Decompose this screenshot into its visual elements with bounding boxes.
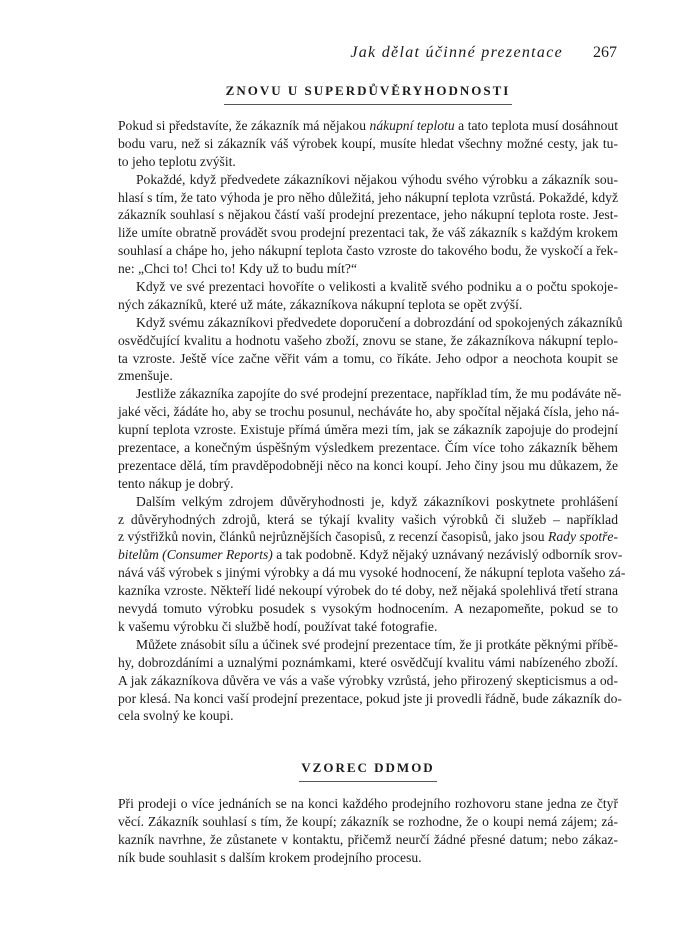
- text-segment: a tak podobně. Když nějaký uznávaný nezávislý odborník srov-: [272, 547, 623, 563]
- page-number: 267: [593, 44, 617, 61]
- text-line: Pokaždé, když předvedete zákazníkovi nějakou výhodu svého výrobku a zákazník sou-: [136, 171, 618, 187]
- text-line: hy, dobrozdáními a uznalými poznámkami, které osvědčují kvalitu vámi nabízeného zboží.: [118, 654, 618, 670]
- section-heading-text: VZOREC DDMOD: [299, 760, 436, 782]
- paragraph: [118, 385, 622, 492]
- text-line: ne: „Chci to! Chci to! Kdy už to budu mít?“: [118, 261, 357, 277]
- text-line: kazníka vzroste. Někteří lidé nekoupí výrobek do té doby, než nějaká spolehlivá třetí strana: [118, 583, 618, 599]
- italic-emphasis: nákupní teplotu: [369, 118, 455, 133]
- text-line: A jak zákazníkova důvěra ve vás a vaše výrobky vzrůstá, jeho přirozený skepticismus a od-: [118, 672, 618, 688]
- text-line: Když ve své prezentaci hovoříte o velikosti a kvalitě svého podniku a o počtu spokoje-: [136, 279, 618, 295]
- text-segment: Pokud si představíte, že zákazník má nějakou: [118, 118, 370, 133]
- text-line: zákazník souhlasí s nějakou částí vaší prodejní prezentace, jeho nákupní teplota roste. Jest-: [118, 207, 618, 223]
- text-line: [118, 546, 623, 564]
- text-line: osvědčující kvalitu a hodnotu vašeho zboží, znovu se stane, že zákazníkova nákupní teplo-: [118, 332, 618, 348]
- running-head: [0, 44, 617, 64]
- paragraph: [118, 117, 618, 171]
- text-line: Dalším velkým zdrojem důvěryhodnosti je, když zákazníkovi poskytnete prohlášení: [136, 493, 618, 509]
- text-line: [118, 117, 618, 135]
- text-line: jaké věci, žádáte ho, aby se trochu posunul, necháváte ho, aby spočítal nějaká čísla, jeho ná-: [118, 404, 620, 420]
- paragraph: [118, 171, 618, 278]
- section-heading: [118, 82, 618, 105]
- text-line: hlasí s tím, že tato výhoda je pro něho důležitá, jeho nákupní teplota vzrůstá. Pokaždé, když: [118, 189, 618, 205]
- text-line: ník bude souhlasit s dalším krokem prodejního procesu.: [118, 849, 422, 865]
- text-line: ných zákazníků, které už máte, zákazníkova nákupní teplota se opět zvýší.: [118, 296, 523, 312]
- section-body: [118, 795, 618, 867]
- text-line: Při prodeji o více jednáních se na konci každého prodejního rozhovoru stane jedna ze čtyř: [118, 796, 618, 811]
- text-line: k vašemu výrobku či službě hodí, používat také fotografie.: [118, 618, 438, 634]
- text-line: Když svému zákazníkovi předvedete doporučení a dobrozdání od spokojených zákazníků: [136, 314, 623, 330]
- text-line: bodu varu, než si zákazník váš výrobek koupí, musíte hledat všechny možné cesty, jak tu-: [118, 135, 618, 151]
- paragraph: [118, 493, 626, 636]
- paragraph: [118, 278, 618, 314]
- text-line: [118, 528, 618, 546]
- text-line: prezentace, a konečným úspěšným výsledkem prezentace. Čím více toho zákazník během: [118, 440, 618, 456]
- text-line: věcí. Zákazník souhlasí s tím, že koupí; zákazník se rozhodne, že o koupi nemá zájem; zá-: [118, 813, 618, 829]
- text-line: tento nákup je dobrý.: [118, 475, 234, 491]
- text-line: prezentace dělá, tím pravděpodobněji něco na konci koupí. Jeho činy jsou mu důkazem, že: [118, 457, 618, 473]
- text-line: Jestliže zákazníka zapojíte do své prodejní prezentace, například tím, že mu podáváte ně-: [136, 386, 622, 402]
- text-line: z důvěryhodných zdrojů, která se týkají kvality vašich výrobků či služeb – například: [118, 511, 618, 527]
- text-segment: z výstřižků novin, článků nejrůznějších časopisů, z recenzí časopisů, jako jsou: [118, 529, 549, 545]
- text-line: por klesá. Na konci vaší prodejní prezentace, pokud jste ji provedli řádně, bude zákazník do-: [118, 690, 622, 706]
- text-segment: a tato teplota musí dosáhnout: [454, 118, 618, 133]
- section-heading: [118, 759, 618, 782]
- running-head-title: Jak dělat účinné prezentace: [350, 44, 563, 61]
- text-line: kazník navrhne, že zůstanete v kontaktu, přičemž neurčí žádné přesné datum; nebo zákaz-: [118, 831, 618, 847]
- text-line: cela svolný ke koupi.: [118, 708, 234, 724]
- italic-emphasis: Rady spotře-: [548, 529, 618, 545]
- text-line: souhlasí a chápe ho, jeho nákupní teplota často vzroste do takového bodu, že vyskočí a řek-: [118, 243, 618, 259]
- paragraph: [118, 795, 618, 867]
- text-line: nává váš výrobek s jinými výrobky a dá mu vysoké hodnocení, že nákupní teplota vašeho zá-: [118, 565, 626, 581]
- text-line: to jeho teplotu zvýšit.: [118, 153, 236, 169]
- text-line: zmenšuje.: [118, 368, 173, 384]
- text-line: ta vzroste. Ještě více začne věřit vám a tomu, co říkáte. Jeho odpor a neochota koupit se: [118, 350, 618, 366]
- paragraph: [118, 314, 623, 386]
- text-line: nevydá tomuto výrobku posudek s vysokým hodnocením. A nezapomeňte, pokud se to: [118, 601, 618, 617]
- text-line: kupní teplota vzroste. Existuje přímá úměra mezi tím, jak se zákazník zapojuje do prodejní: [118, 422, 618, 438]
- text-line: Můžete znásobit sílu a účinek své prodejní prezentace tím, že ji protkáte pěknými příbě-: [136, 636, 618, 652]
- text-line: liže umíte obratně provádět svou prodejní prezentaci tak, že váš zákazník s každým krokem: [118, 225, 618, 241]
- paragraph: [118, 636, 622, 725]
- section-heading-text: ZNOVU U SUPERDŮVĚRYHODNOSTI: [224, 83, 513, 105]
- section-body: [118, 117, 626, 725]
- italic-emphasis: bitelům (Consumer Reports): [118, 547, 273, 563]
